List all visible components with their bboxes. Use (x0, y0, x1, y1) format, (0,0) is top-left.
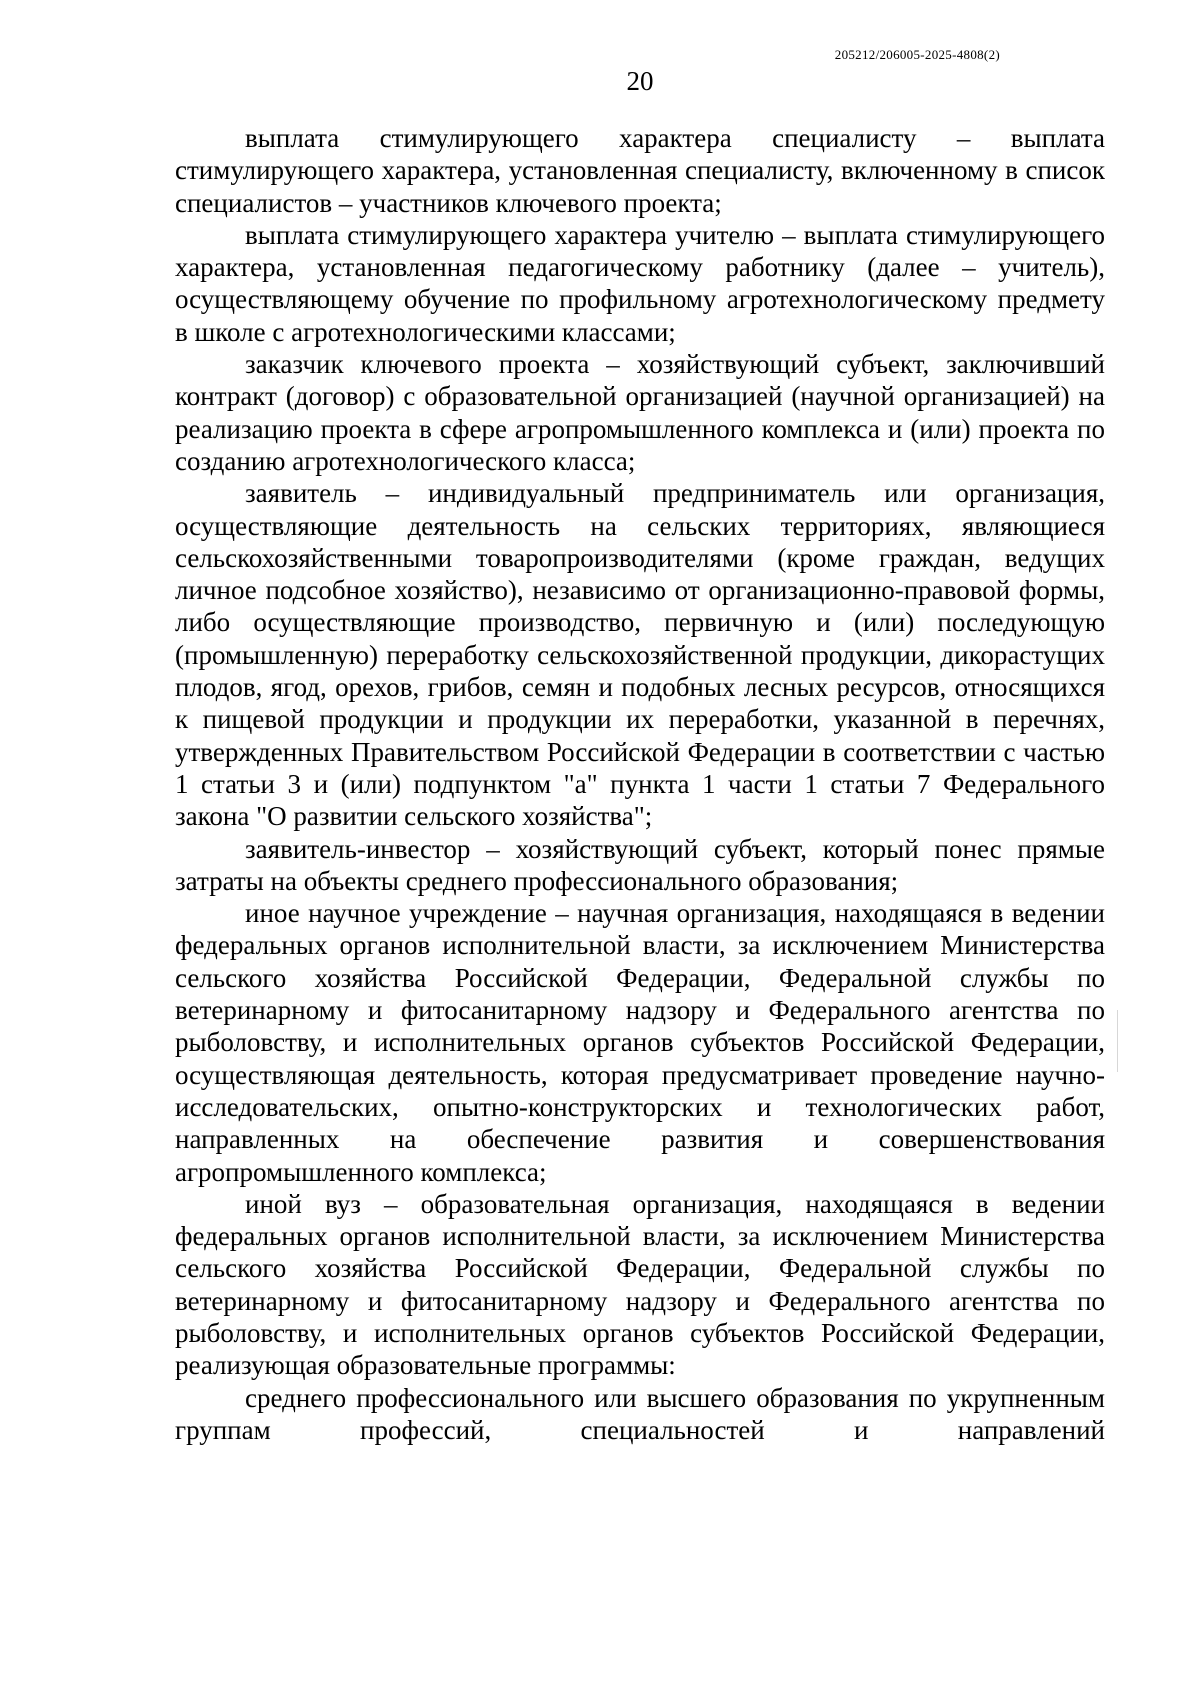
definition-paragraph: выплата стимулирующего характера специалисту – выплата стимулирующего характера, установленная специалисту, включенному в список специалистов – участников ключевого проекта; (175, 123, 1105, 218)
definition-paragraph: заявитель – индивидуальный предприниматель или организация, осуществляющие деятельность на сельских территориях, являющиеся сельскохозяйственными товаропроизводителями (кроме граждан, ведущих личное подсобное хозяйство), независимо от организационно-правовой формы, либо осуществляющие производство, первичную и (или) последующую (промышленную) переработку сельскохозяйственной продукции, дикорастущих плодов, ягод, орехов, грибов, семян и подобных лесных ресурсов, относящихся к пищевой продукции и продукции их переработки, указанной в перечнях, утвержденных Правительством Российской Федерации в соответствии с частью 1 статьи 3 и (или) подпунктом "а" пункта 1 части 1 статьи 7 Федерального закона "О развитии сельского хозяйства"; (175, 478, 1105, 832)
page-number: 20 (626, 66, 654, 96)
definition-paragraph: заказчик ключевого проекта – хозяйствующий субъект, заключивший контракт (договор) с образовательной организацией (научной организацией) на реализацию проекта в сфере агропромышленного комплекса и (или) проекта по созданию агротехнологического класса; (175, 349, 1105, 476)
scan-edge-mark (1117, 1010, 1118, 1072)
definition-paragraph: иной вуз – образовательная организация, находящаяся в ведении федеральных органов исполнительной власти, за исключением Министерства сельского хозяйства Российской Федерации, Федеральной службы по ветеринарному и фитосанитарному надзору и Федерального агентства по рыболовству, и исполнительных органов субъектов Российской Федерации, реализующая образовательные программы: (175, 1188, 1105, 1381)
continued-paragraph: среднего профессионального или высшего образования по укрупненным группам профессий, специальностей и направлений (175, 1382, 1105, 1445)
definition-paragraph: иное научное учреждение – научная организация, находящаяся в ведении федеральных органов исполнительной власти, за исключением Министерства сельского хозяйства Российской Федерации, Федеральной службы по ветеринарному и фитосанитарному надзору и Федерального агентства по рыболовству, и исполнительных органов субъектов Российской Федерации, осуществляющая деятельность, которая предусматривает проведение научно-исследовательских, опытно-конструкторских и технологических работ, направленных на обеспечение развития и совершенствования агропромышленного комплекса; (175, 898, 1105, 1187)
document-body (175, 122, 1105, 1446)
definition-paragraph: заявитель-инвестор – хозяйствующий субъект, который понес прямые затраты на объекты среднего профессионального образования; (175, 833, 1105, 896)
document-registration-number: 205212/206005-2025-4808(2) (834, 47, 1000, 62)
definition-paragraph: выплата стимулирующего характера учителю – выплата стимулирующего характера, установленная педагогическому работнику (далее – учитель), осуществляющему обучение по профильному агротехнологическому предмету в школе с агротехнологическими классами; (175, 219, 1105, 347)
